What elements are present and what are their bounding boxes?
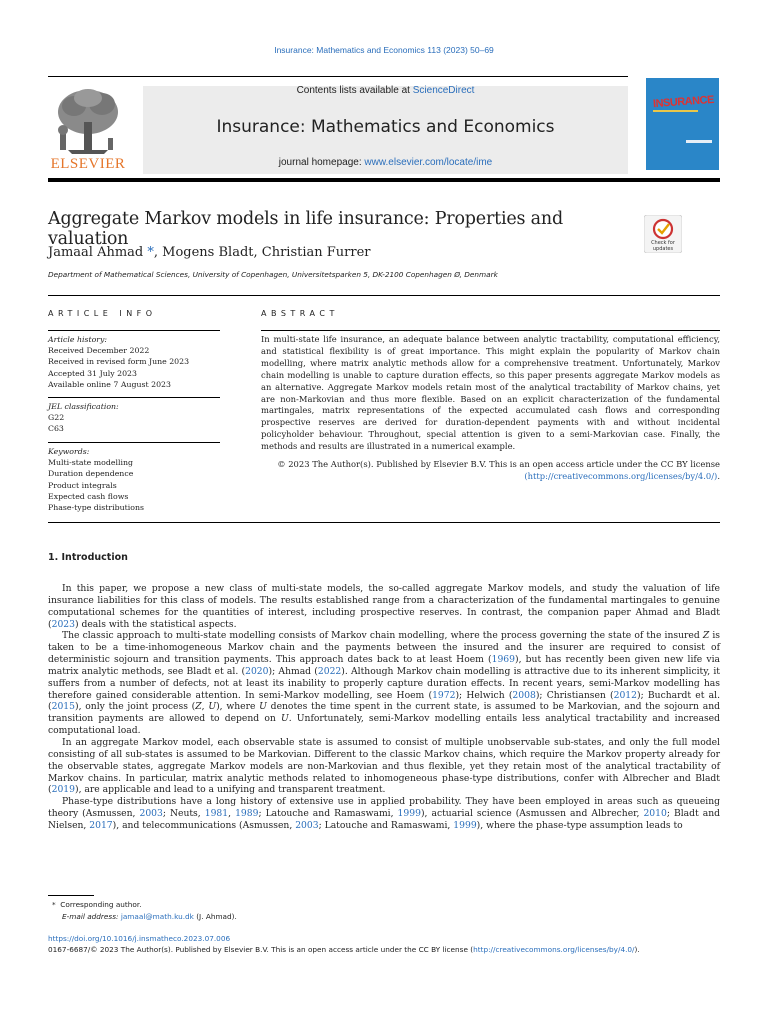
citation-link[interactable]: 2008 [512, 689, 536, 701]
keywords-label: Keywords: [48, 447, 90, 456]
issn-text: 0167-6687/© 2023 The Author(s). Published by Elsevier B.V. This is an open access article under the CC BY license ( [48, 945, 474, 954]
header-top-rule [48, 76, 628, 77]
footnote-text: Corresponding author. [60, 900, 142, 909]
issn-copyright-line [48, 945, 640, 954]
history-item: Received in revised form June 2023 [48, 357, 190, 367]
text-run: ); Helwich ( [455, 689, 513, 701]
contents-line [143, 85, 628, 96]
text-run: ), where the phase-type assumption leads to [476, 819, 683, 831]
math-symbol: U [259, 701, 267, 713]
history-item: Received December 2022 [48, 346, 150, 356]
abstract-rule [261, 330, 720, 331]
abstract-license [261, 459, 720, 483]
citation-link[interactable]: 1999 [397, 808, 421, 820]
abstract-heading: ABSTRACT [261, 309, 339, 318]
text-run: ); Buchardt et al. ( [48, 689, 720, 713]
header-thick-rule [48, 178, 720, 182]
text-run: ), and telecommunications (Asmussen, [112, 819, 296, 831]
elsevier-wordmark: ELSEVIER [50, 156, 126, 172]
history-item: Available online 7 August 2023 [48, 379, 171, 389]
keyword: Product integrals [48, 480, 117, 490]
sciencedirect-link[interactable]: ScienceDirect [412, 85, 475, 96]
jel-label: JEL classification: [48, 402, 119, 411]
text-run: ), are applicable and lead to a unifying and transparent treatment. [74, 784, 386, 796]
cover-stripe [653, 110, 698, 112]
paragraph [48, 583, 720, 630]
info-rule [48, 442, 220, 443]
author-list [48, 245, 371, 260]
contents-prefix: Contents lists available at [296, 85, 413, 96]
journal-reference-link[interactable]: Insurance: Mathematics and Economics 113 (2023) 50–69 [274, 45, 494, 55]
paragraph [48, 630, 720, 737]
citation-link[interactable]: 2019 [51, 784, 75, 796]
info-rule [48, 397, 220, 398]
issn-suffix: ). [634, 945, 640, 954]
text-run: ), where [216, 701, 260, 713]
citation-link[interactable]: 1972 [432, 689, 456, 701]
email-suffix: (J. Ahmad). [193, 911, 237, 921]
jel-code: C63 [48, 424, 64, 434]
abstract-text: In multi-state life insurance, an adequate balance between analytic tractability, computational efficiency, and statistical flexibility is of great importance. This might explain the popularity of Markov chain modelling, where matrix analytic methods allow for a comprehensive treatment. Unfortunately, Markov chain modelling is unable to capture duration effects, so this paper presents aggregate Markov models as an alternative. Aggregate Markov models retain most of the analytical tractability of Markov chains, yet are non-Markovian and thus more flexible. Based on an explicit characterization of the fundamental martingales, matrix representations of the expected accumulated cash flows and corresponding prospective reserves are derived for duration-dependent payments with and without incidental policyholder behaviour. Throughout, special attention is given to a semi-Markovian case. Finally, the methods and results are illustrated in a numerical example. [261, 334, 720, 452]
text-run: ; Neuts, [162, 808, 205, 820]
text-run: ), but has recently been given new life via matrix analytic methods, see Bladt et al. ( [48, 654, 720, 677]
math-symbol: U [280, 713, 289, 725]
text-run: ; Latouche and Ramaswami, [258, 808, 398, 820]
text-run: ; Bladt and Nielsen, [48, 808, 720, 831]
article-info-heading: ARTICLE INFO [48, 309, 157, 318]
citation-link[interactable]: 2003 [139, 808, 163, 820]
citation-link[interactable]: 2023 [51, 618, 75, 630]
article-history [48, 334, 228, 390]
introduction-body [48, 583, 720, 832]
text-run: ) deals with the statistical aspects. [74, 618, 237, 630]
homepage-line [143, 157, 628, 168]
check-for-updates-icon[interactable] [644, 215, 682, 253]
cover-title: INSURANCE [652, 93, 715, 111]
crossmark-label-1: Check for [651, 240, 675, 246]
citation-link[interactable]: 2010 [643, 808, 667, 820]
text-run: . Unfortunately, semi-Markov modelling entails less analytical tractability and increased computational load. [48, 713, 720, 737]
doi-link[interactable]: https://doi.org/10.1016/j.insmatheco.2023.07.006 [48, 934, 231, 943]
citation-link[interactable]: 1999 [453, 819, 477, 831]
math-symbol: Z [195, 701, 202, 713]
keywords [48, 446, 228, 513]
citation-link[interactable]: 2015 [51, 701, 75, 713]
text-run: ; Latouche and Ramaswami, [318, 819, 454, 831]
keyword: Duration dependence [48, 469, 134, 479]
keyword: Multi-state modelling [48, 458, 133, 468]
footnote [52, 899, 237, 923]
section-rule [48, 295, 720, 296]
section-rule [48, 522, 720, 523]
jel-classification [48, 401, 228, 435]
co-author-names: , Mogens Bladt, Christian Furrer [153, 245, 371, 260]
text-run: ), only the joint process ( [74, 701, 196, 713]
footnote-mark: * [52, 900, 56, 909]
citation-link[interactable]: 2020 [245, 665, 269, 677]
text-run: , [201, 701, 209, 713]
corresponding-author-mark[interactable]: * [147, 245, 154, 260]
keyword: Phase-type distributions [48, 503, 144, 513]
article-title: Aggregate Markov models in life insurance: Properties and valuation [48, 209, 563, 249]
paragraph [48, 796, 720, 832]
text-run: Phase-type distributions have a long history of extensive use in applied probability. They have been employed in areas such as queueing theory (Asmussen, [48, 796, 720, 820]
affiliation: Department of Mathematical Sciences, University of Copenhagen, Universitetsparken 5, DK-2100 Copenhagen Ø, Denmark [48, 270, 498, 279]
footnote-rule [48, 895, 94, 896]
citation-link[interactable]: 2003 [295, 819, 319, 831]
journal-cover-thumbnail[interactable] [646, 78, 719, 170]
history-item: Accepted 31 July 2023 [48, 368, 137, 378]
citation-link[interactable]: 1989 [235, 808, 259, 820]
math-symbol: U [208, 701, 217, 713]
citation-link[interactable]: 2012 [613, 689, 637, 701]
homepage-prefix: journal homepage: [278, 157, 365, 168]
text-run: is taken to be a time-inhomogeneous Markov chain and the payments between the insured and the insurer are required to consist of deterministic sojourn and transition payments. This approach dates back to at least Hoem ( [48, 630, 721, 666]
text-run: , [228, 808, 236, 820]
text-run: ), actuarial science (Asmussen and Albrecher, [420, 808, 644, 820]
cc-license-link[interactable]: (http://creativecommons.org/licenses/by/4.0/) [524, 470, 718, 481]
citation-link[interactable]: 1969 [491, 654, 515, 666]
info-rule [48, 330, 220, 331]
email-label: E-mail address: [62, 911, 121, 921]
cc-license-footer-link[interactable]: http://creativecommons.org/licenses/by/4.0/ [473, 945, 635, 954]
cover-stripe-2 [686, 140, 712, 143]
text-run: denotes the time spent in the current state, is assumed to be Markovian, and the sojourn and transition payments are allowed to depend on [48, 701, 720, 725]
journal-title: Insurance: Mathematics and Economics [216, 117, 555, 137]
section-heading-introduction: 1. Introduction [48, 552, 128, 563]
author-name: Jamaal Ahmad [48, 245, 144, 260]
jel-code: G22 [48, 413, 65, 423]
license-suffix: . [717, 470, 720, 481]
text-run: The classic approach to multi-state modelling consists of Markov chain modelling, where the process governing the state of the insured [62, 630, 703, 642]
text-run: ); Ahmad ( [268, 665, 318, 677]
text-run: ); Christiansen ( [535, 689, 614, 701]
paragraph [48, 737, 720, 796]
citation-link[interactable]: 2017 [89, 819, 113, 831]
email-link[interactable]: jamaal@math.ku.dk [120, 911, 194, 921]
citation-link[interactable]: 2022 [317, 665, 342, 677]
license-text: © 2023 The Author(s). Published by Elsevier B.V. This is an open access article under the CC BY license [277, 459, 720, 469]
history-label: Article history: [48, 335, 108, 344]
journal-homepage-link[interactable]: www.elsevier.com/locate/ime [364, 157, 493, 168]
crossmark-label-2: updates [652, 246, 674, 252]
citation-link[interactable]: 1981 [204, 808, 229, 820]
math-symbol: Z [702, 630, 710, 642]
text-run: In this paper, we propose a new class of multi-state models, the so-called aggregate Markov models, and study the valuation of life insurance liabilities for this class of models. The results established range from a characterization of the fundamental martingales to genuine computational schemes for the quantities of interest, including prospective reserves. In contrast, the companion paper Ahmad and Bladt ( [48, 583, 720, 630]
text-run: In an aggregate Markov model, each observable state is assumed to consist of multiple unobservable sub-states, and only the full model consisting of all sub-states is assumed to be Markovian. Different to the classic Markov chains, which require the Markov property already for the observable states, aggregate Markov models are non-Markovian and thus flexible, yet they retain most of the analytical tractability of Markov chains. In particular, matrix analytic methods related to inhomogeneous phase-type distributions, confer with Albrecher and Bladt ( [48, 736, 720, 796]
text-run: ). Although Markov chain modelling is attractive due to its inherent simplicity, it suffers from a number of defects, not at least its inability to properly capture duration effects. In recent years, semi-Markov modelling has therefore gained considerable attention. In semi-Markov modelling, see Hoem ( [48, 665, 720, 701]
keyword: Expected cash flows [48, 491, 129, 501]
